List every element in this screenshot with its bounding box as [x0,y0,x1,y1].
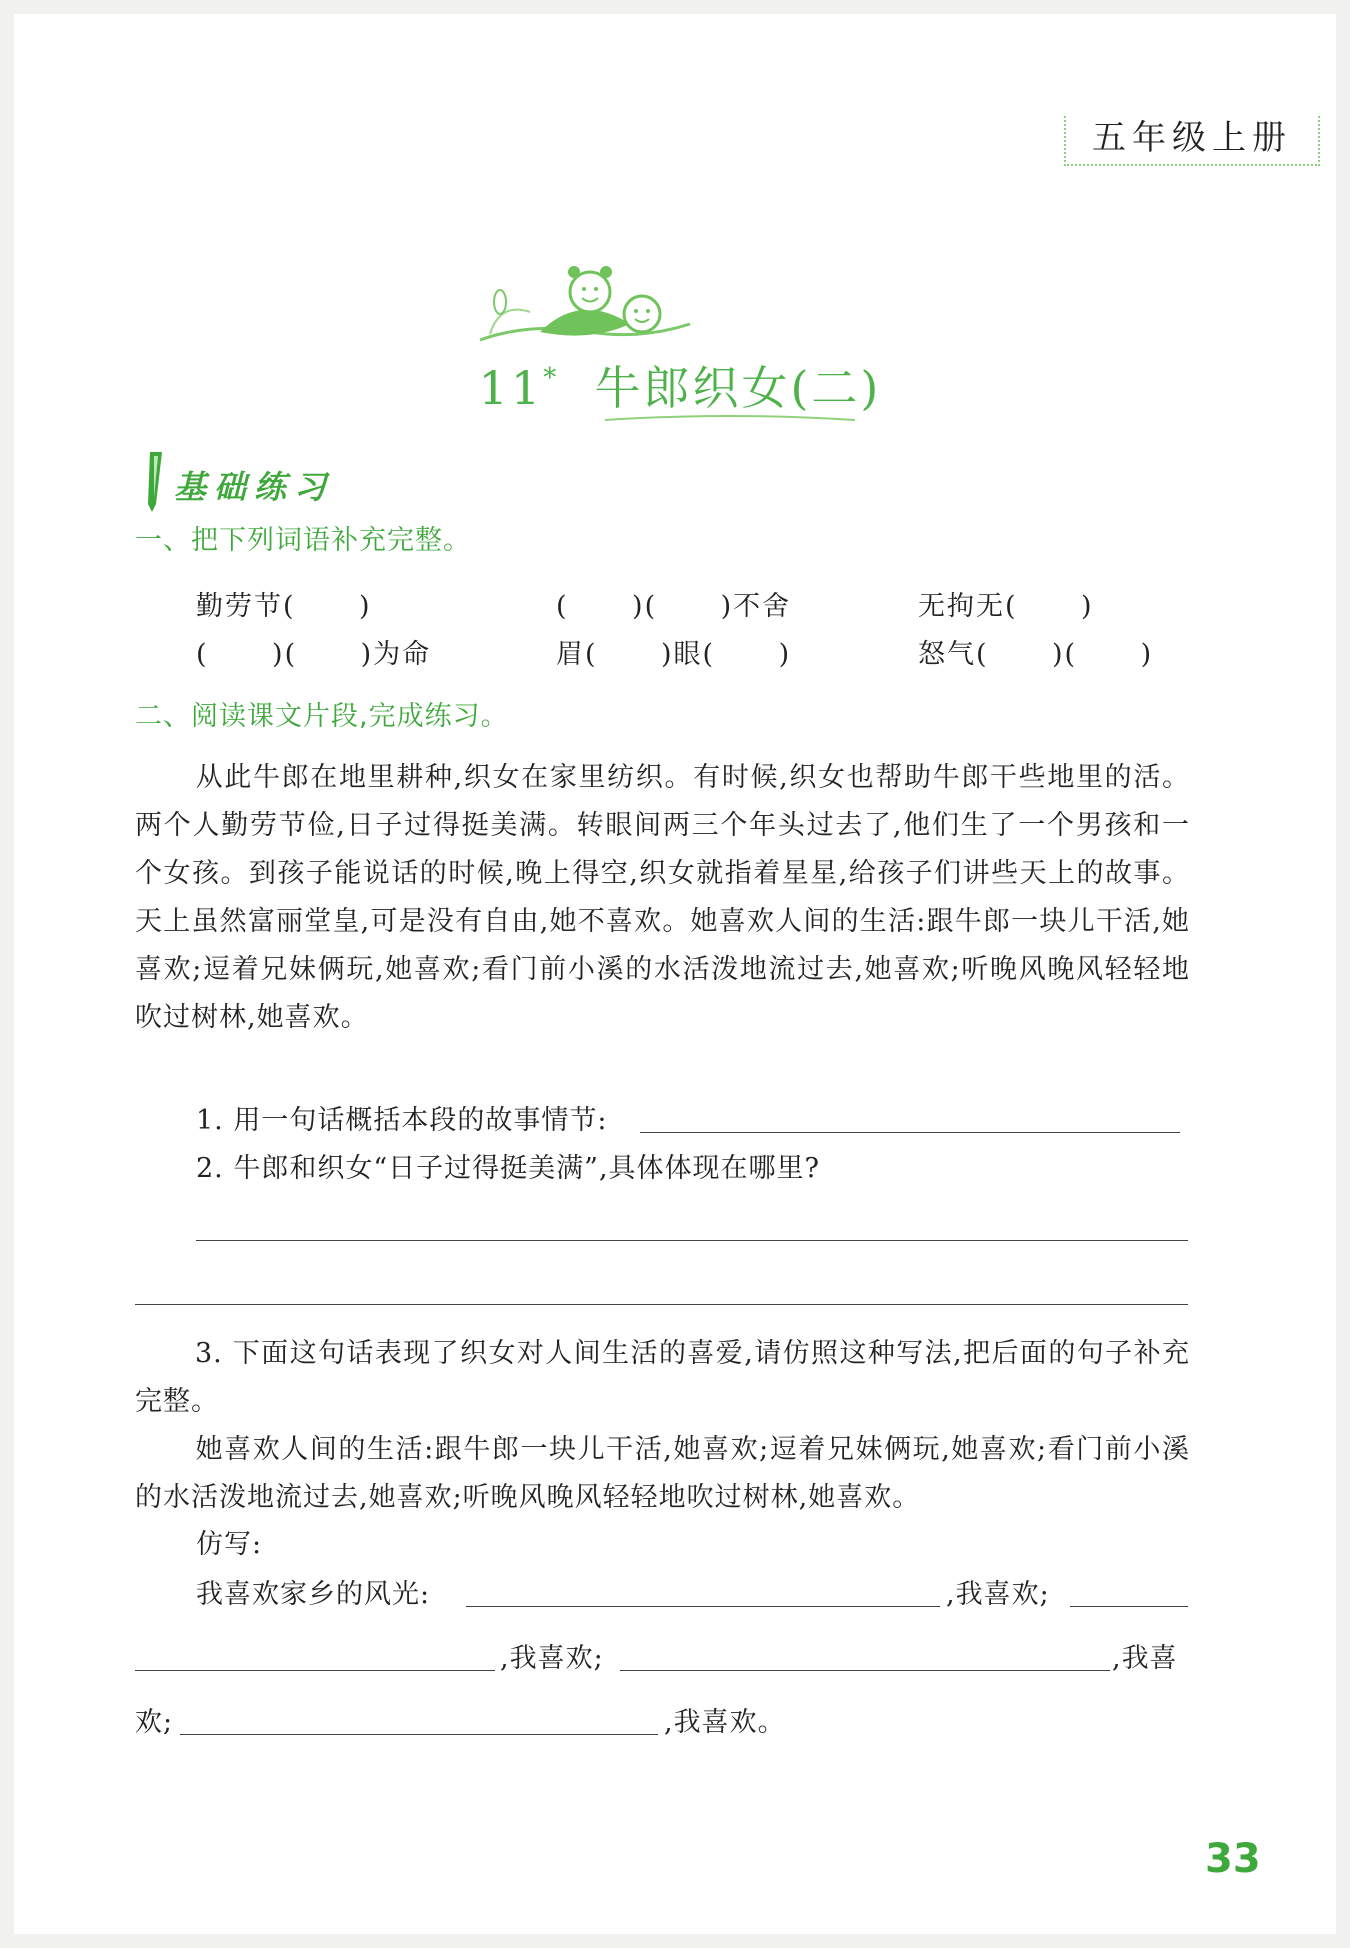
imitate-like-4: ,我喜欢。 [664,1707,786,1738]
q1-word-5: 眉( )眼( ) [556,639,792,670]
q2-sub2: 2. 牛郎和织女“日子过得挺美满”,具体体现在哪里? [196,1153,821,1184]
q1-word-6: 怒气( )( ) [918,639,1154,670]
imitate-like-1: ,我喜欢; [946,1579,1050,1610]
page-number: 33 [1205,1836,1261,1882]
q1-word-3: 无拘无( ) [918,591,1094,622]
answer-line-1[interactable] [640,1132,1180,1133]
q1-word-2: ( )( )不舍 [556,591,792,622]
answer-line-2[interactable] [196,1240,1188,1241]
passage-text: 从此牛郎在地里耕种,织女在家里纺织。有时候,织女也帮助牛郎干些地里的活。两个人勤劳节俭,日子过得挺美满。转眼间两三个年头过去了,他们生了一个男孩和一个女孩。到孩子能说话的时候,晚上得空,织女就指着星星,给孩子们讲些天上的故事。天上虽然富丽堂皇,可是没有自由,她不喜欢。她喜欢人间的生活:跟牛郎一块儿干活,她喜欢;逗着兄妹俩玩,她喜欢;看门前小溪的水活泼地流过去,她喜欢;听晚风晚风轻轻地吹过树林,她喜欢。 [135,762,1190,1033]
q2-sub3-block [135,1330,1190,1426]
q2-heading: 二、阅读课文片段,完成练习。 [135,701,509,732]
quote-block [135,1426,1190,1522]
imitate-like-3b: 欢; [135,1707,174,1738]
imitate-line-5[interactable] [180,1734,658,1735]
kids-illustration [470,262,700,352]
lesson-mark: * [543,363,560,393]
lesson-title [380,352,980,418]
imitate-line-1[interactable] [466,1606,940,1607]
reading-passage [135,754,1190,1042]
imitate-like-3a: ,我喜 [1112,1643,1178,1674]
section-heading: 基础练习 [174,468,335,506]
q2-sub3: 3. 下面这句话表现了织女对人间生活的喜爱,请仿照这种写法,把后面的句子补充完整。 [135,1338,1190,1417]
imitate-label: 仿写: [196,1529,263,1560]
imitate-line-4[interactable] [620,1670,1110,1671]
title-underline [600,412,860,426]
quote-text: 她喜欢人间的生活:跟牛郎一块儿干活,她喜欢;逗着兄妹俩玩,她喜欢;看门前小溪的水活泼地流过去,她喜欢;听晚风晚风轻轻地吹过树林,她喜欢。 [135,1434,1190,1513]
imitate-start: 我喜欢家乡的风光: [196,1579,431,1610]
q2-sub1: 1. 用一句话概括本段的故事情节: [196,1105,608,1136]
q1-word-1: 勤劳节( ) [196,591,372,622]
imitate-line-3[interactable] [135,1670,495,1671]
pencil-icon [138,448,168,514]
q1-heading: 一、把下列词语补充完整。 [135,525,471,556]
lesson-number: 11 [478,361,544,415]
lesson-name: 牛郎织女(二) [594,361,882,415]
grade-label: 五年级上册 [1064,116,1320,166]
imitate-like-2: ,我喜欢; [500,1643,604,1674]
q1-word-4: ( )( )为命 [196,639,432,670]
imitate-line-2[interactable] [1070,1606,1188,1607]
answer-line-3[interactable] [135,1304,1188,1305]
